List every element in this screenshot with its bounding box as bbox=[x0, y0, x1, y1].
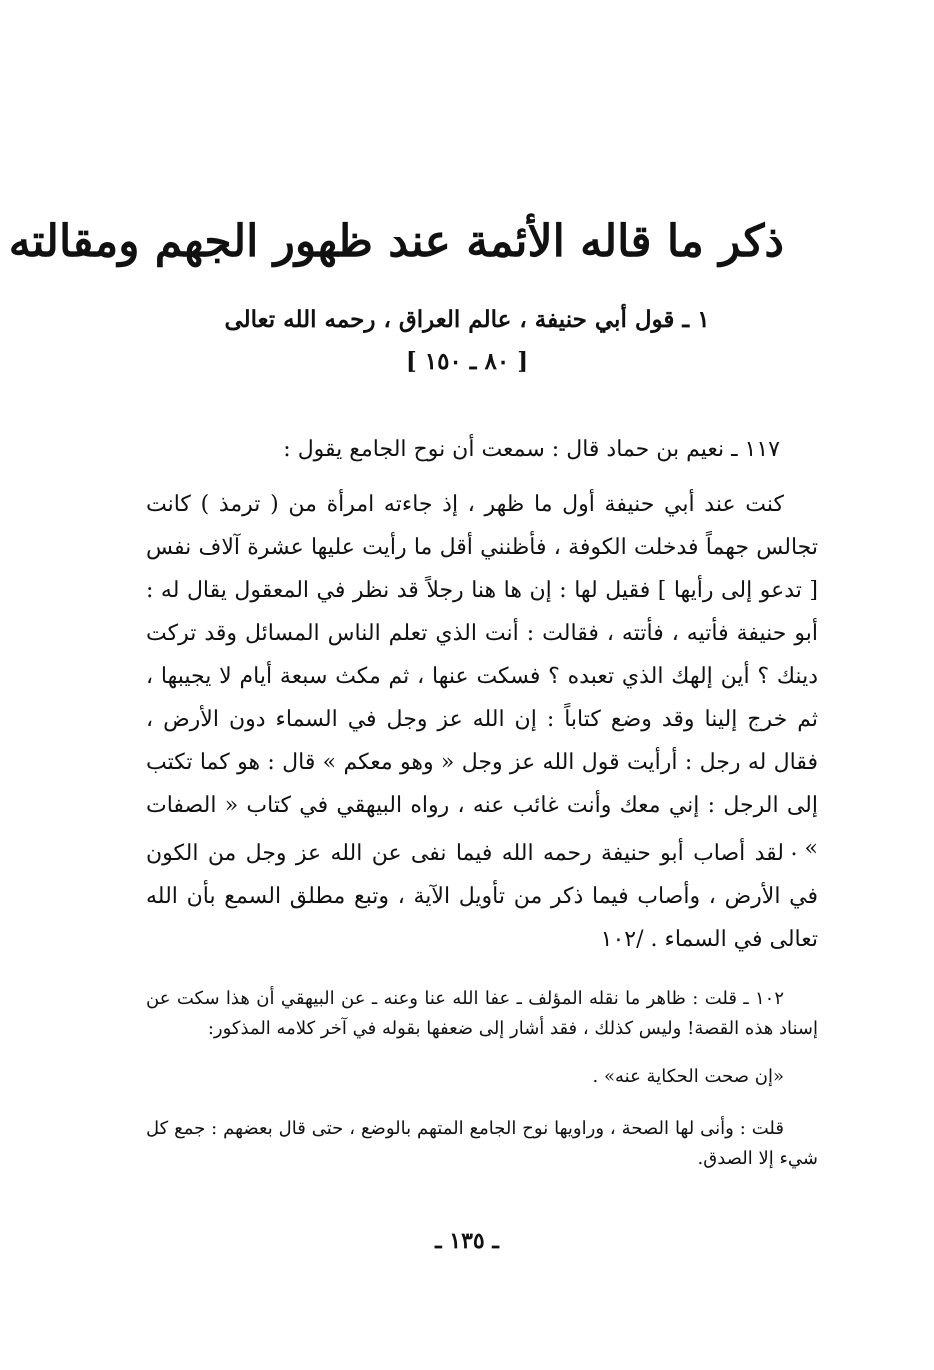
section-dates: [ ٨٠ ـ ١٥٠ ] bbox=[405, 348, 529, 375]
footnote-paragraph: ١٠٢ ـ قلت : ظاهر ما نقله المؤلف ـ عفا الله عنا وعنه ـ عن البيهقي أن هذا سكت عن إسناد هذه القصة! وليس كذلك ، فقد أشار إلى ضعفها بقوله في آخر كلامه المذكور: bbox=[146, 988, 818, 1039]
narrator-line: ١١٧ ـ نعيم بن حماد قال : سمعت أن نوح الجامع يقول : bbox=[283, 437, 780, 462]
page-number: ـ ١٣٥ ـ bbox=[435, 1228, 499, 1254]
footnote-quote: «إن صحت الحكاية عنه» . bbox=[592, 1066, 784, 1087]
footnotes bbox=[146, 984, 818, 1192]
chapter-title: ذكر ما قاله الأئمة عند ظهور الجهم ومقالته bbox=[8, 216, 784, 267]
section-subtitle: ١ ـ قول أبي حنيفة ، عالم العراق ، رحمه الله تعالى bbox=[224, 306, 710, 333]
footnote-paragraph-2: قلت : وأنى لها الصحة ، وراويها نوح الجامع المتهم بالوضع ، حتى قال بعضهم : جمع كل شيء إلا الصدق. bbox=[146, 1118, 818, 1169]
story-paragraph: كنت عند أبي حنيفة أول ما ظهر ، إذ جاءته امرأة من ( ترمذ ) كانت تجالس جهماً فدخلت الكوفة ، فأظنني أقل ما رأيت عليها عشرة آلاف نفس [ تدعو إلى رأيها ] فقيل لها : إن ها هنا رجلاً قد نظر في المعقول يقال له : أبو حنيفة فأتيه ، فأتته ، فقالت : أنت الذي تعلم الناس المسائل وقد تركت دينك ؟ أين إلهك الذي تعبده ؟ فسكت عنها ، ثم مكث سبعة أيام لا يجيبها ، ثم خرج إلينا وقد وضع كتاباً : إن الله عز وجل في السماء دون الأرض ، فقال له رجل : أرأيت قول الله عز وجل « وهو معكم » قال : هو كما تكتب إلى الرجل : إني معك وأنت غائب عنه ، رواه البيهقي في كتاب « الصفات » . bbox=[146, 492, 818, 861]
comment-paragraph: لقد أصاب أبو حنيفة رحمه الله فيما نفى عن الله عز وجل من الكون في الأرض ، وأصاب فيما ذكر من تأويل الآية ، وتبع مطلق السمع بأن الله تعالى في السماء . /١٠٢ bbox=[146, 841, 818, 952]
